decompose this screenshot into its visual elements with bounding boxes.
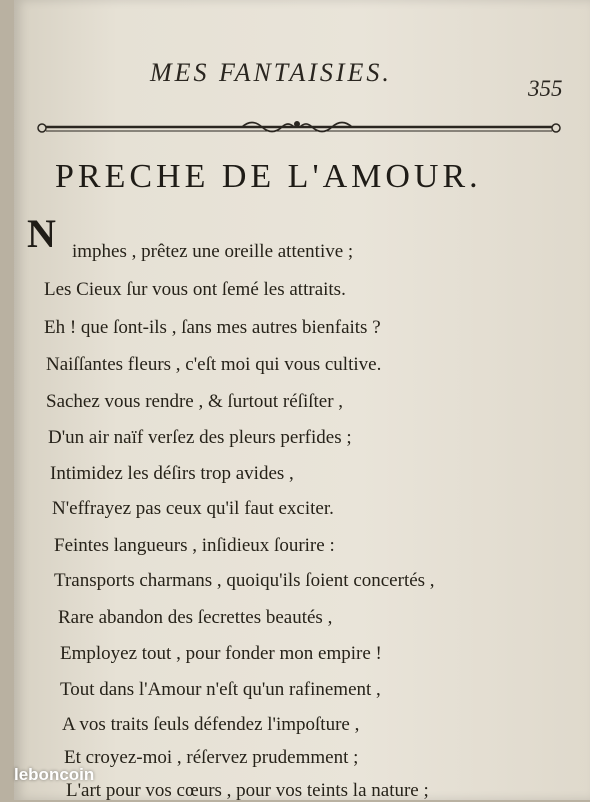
poem-line: Feintes langueurs , inſidieux ſourire : <box>54 535 335 556</box>
poem-line: Eh ! que ſont-ils , ſans mes autres bienfaits ? <box>44 317 381 338</box>
poem-line: Naiſſantes fleurs , c'eſt moi qui vous cultive. <box>46 354 382 375</box>
poem-title: PRECHE DE L'AMOUR. <box>55 158 482 195</box>
poem-line: Intimidez les déſirs trop avides , <box>50 463 294 484</box>
poem-line-first: imphes , prêtez une oreille attentive ; <box>72 241 354 262</box>
poem-line: Employez tout , pour fonder mon empire ! <box>60 643 382 664</box>
drop-cap: N <box>27 211 56 256</box>
poem-line: Transports charmans , quoiqu'ils ſoient concertés , <box>54 570 435 591</box>
leboncoin-watermark: leboncoin <box>14 765 95 784</box>
poem-line: Et croyez-moi , réſervez prudemment ; <box>64 747 359 768</box>
poem-line: L'art pour vos cœurs , pour vos teints la nature ; <box>66 780 429 801</box>
poem-line: N'effrayez pas ceux qu'il faut exciter. <box>52 498 334 519</box>
poem-line: D'un air naïf verſez des pleurs perfides ; <box>48 427 352 448</box>
poem-line: Sachez vous rendre , & ſurtout réſiſter , <box>46 391 344 412</box>
running-title: MES FANTAISIES. <box>150 58 392 87</box>
poem-line: A vos traits ſeuls défendez l'impoſture , <box>62 714 360 735</box>
poem-line: Les Cieux ſur vous ont ſemé les attraits. <box>44 279 346 300</box>
poem-line: Rare abandon des ſecrettes beautés , <box>58 607 333 628</box>
page-number: 355 <box>528 76 563 101</box>
decorative-rule-ornament <box>32 116 562 138</box>
poem-line: Tout dans l'Amour n'eſt qu'un rafinement , <box>60 679 381 700</box>
